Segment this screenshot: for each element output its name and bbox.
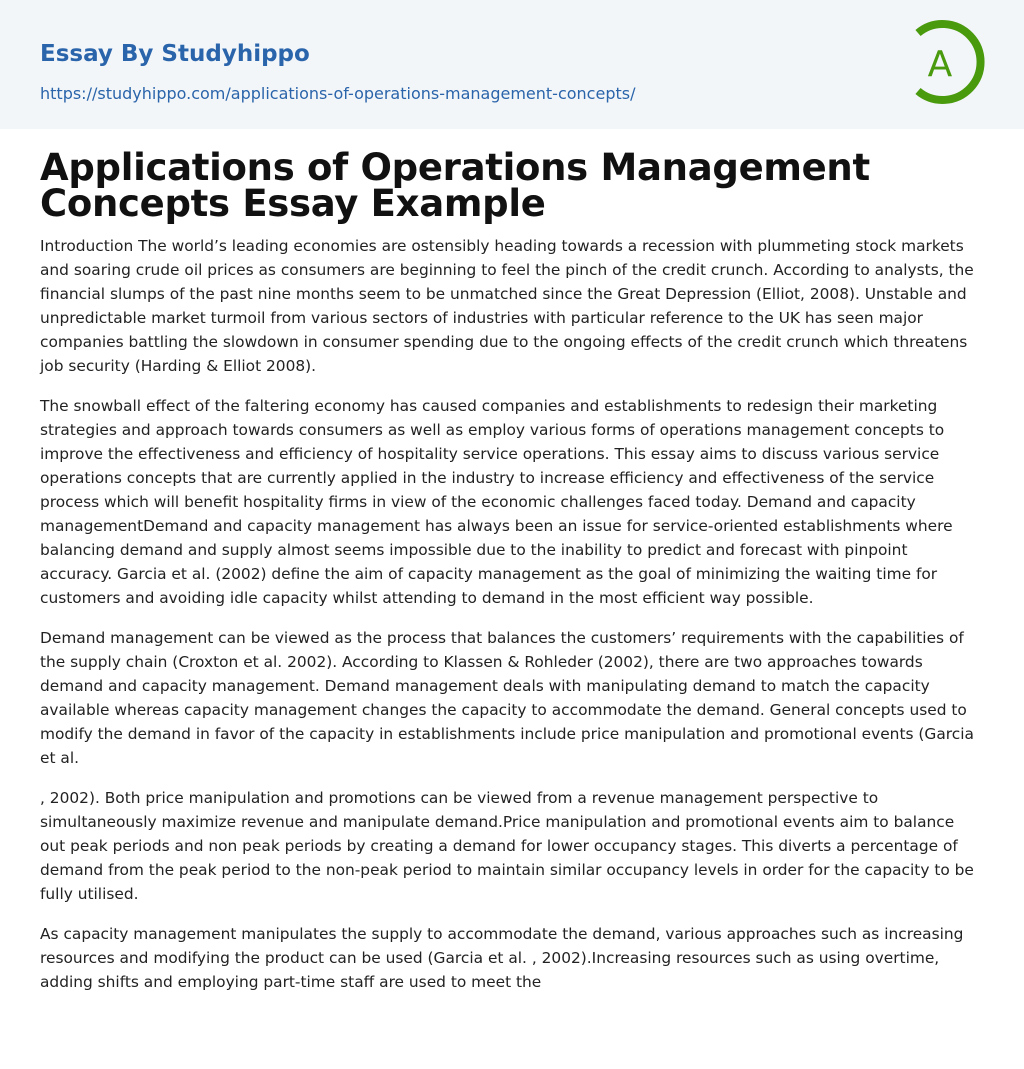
essay-url-link[interactable]: https://studyhippo.com/applications-of-operations-management-concepts/ bbox=[40, 84, 636, 103]
studyhippo-logo-icon bbox=[912, 19, 986, 105]
paragraph: Introduction The world’s leading economies are ostensibly heading towards a recession with plummeting stock markets and soaring crude oil prices as consumers are beginning to feel the pinch of the credit crunch. According to analysts, the financial slumps of the past nine months seem to be unmatched since the Great Depression (Elliot, 2008). Unstable and unpredictable market turmoil from various sectors of industries with particular reference to the UK has seen major companies battling the slowdown in consumer spending due to the ongoing effects of the credit crunch which threatens job security (Harding & Elliot 2008). bbox=[40, 237, 974, 375]
paragraph: As capacity management manipulates the supply to accommodate the demand, various approaches such as increasing resources and modifying the product can be used (Garcia et al. , 2002).Increasing resources such as using overtime, adding shifts and employing part-time staff are used to meet the bbox=[40, 925, 964, 991]
svg-text:A: A bbox=[927, 44, 953, 85]
paragraph: The snowball effect of the faltering economy has caused companies and establishments to redesign their marketing strategies and approach towards consumers as well as employ various forms of operations management concepts to improve the effectiveness and efficiency of hospitality service operations. This essay aims to discuss various service operations concepts that are currently applied in the industry to increase efficiency and effectiveness of the service process which will benefit hospitality firms in view of the economic challenges faced today. Demand and capacity managementDemand and capacity management has always been an issue for service-oriented establishments where balancing demand and supply almost seems impossible due to the inability to predict and forecast with pinpoint accuracy. Garcia et al. (2002) define the aim of capacity management as the goal of minimizing the waiting time for customers and avoiding idle capacity whilst attending to demand in the most efficient way possible. bbox=[40, 397, 953, 607]
page-title: Applications of Operations Management Concepts Essay Example bbox=[40, 146, 870, 225]
article bbox=[0, 129, 1024, 994]
article-body bbox=[40, 234, 984, 994]
paragraph: , 2002). Both price manipulation and promotions can be viewed from a revenue management perspective to simultaneously maximize revenue and manipulate demand.Price manipulation and promotional events aim to balance out peak periods and non peak periods by creating a demand for lower occupancy stages. This diverts a percentage of demand from the peak period to the non-peak period to maintain similar occupancy levels in order for the capacity to be fully utilised. bbox=[40, 789, 974, 903]
site-header bbox=[0, 0, 1024, 129]
brand-title: Essay By Studyhippo bbox=[40, 41, 310, 67]
paragraph: Demand management can be viewed as the process that balances the customers’ requirements with the capabilities of the supply chain (Croxton et al. 2002). According to Klassen & Rohleder (2002), there are two approaches towards demand and capacity management. Demand management deals with manipulating demand to match the capacity available whereas capacity management changes the capacity to accommodate the demand. General concepts used to modify the demand in favor of the capacity in establishments include price manipulation and promotional events (Garcia et al. bbox=[40, 629, 974, 767]
